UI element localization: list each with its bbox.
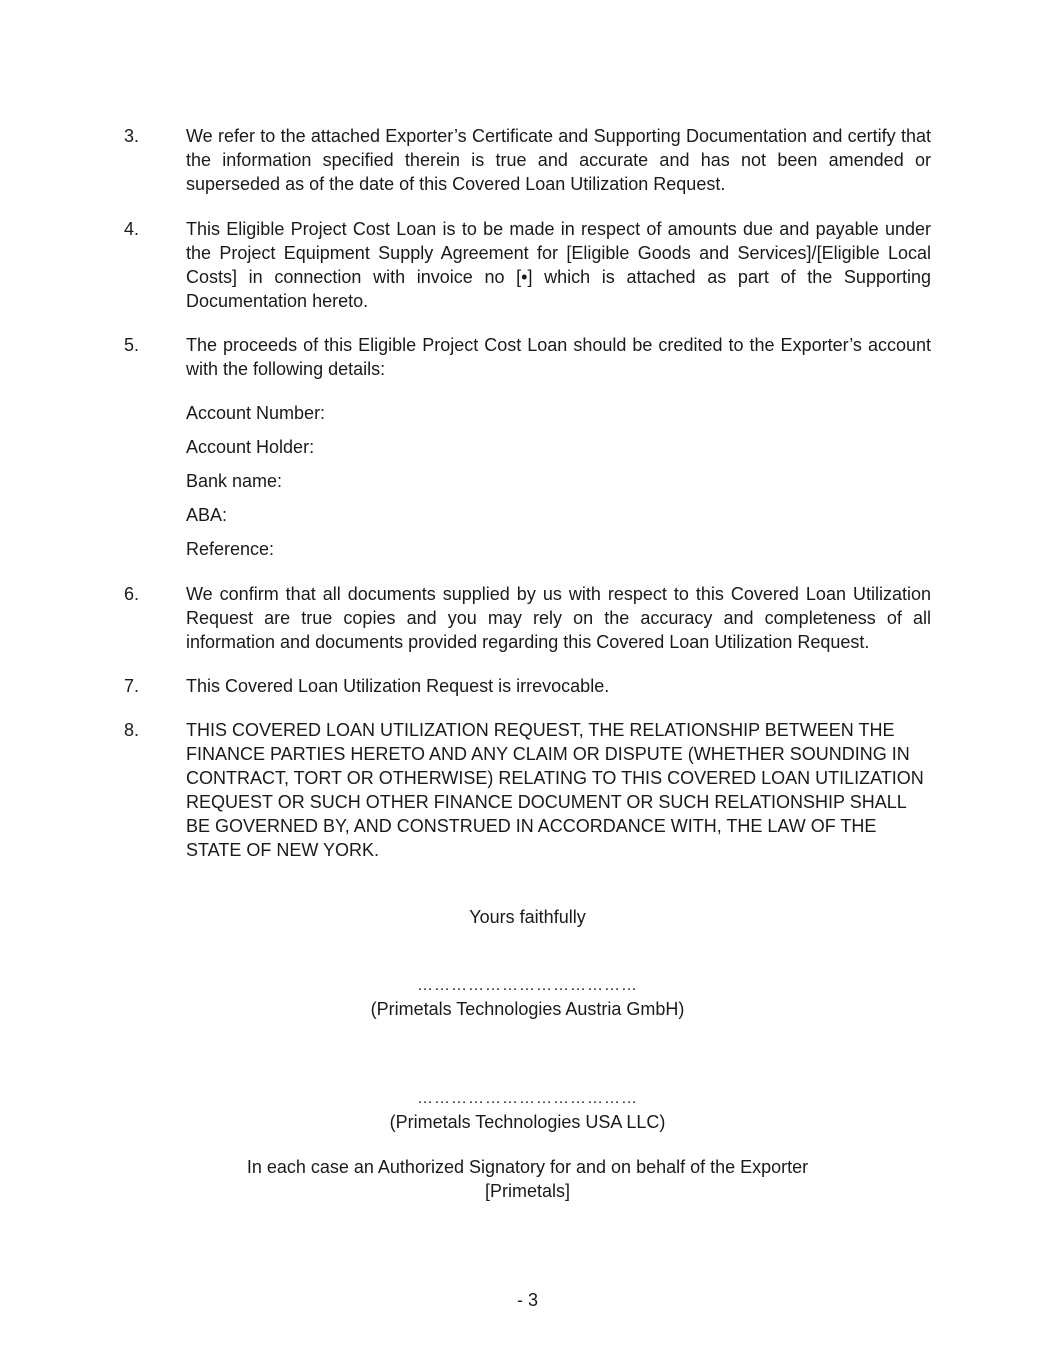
paragraph-number: 5. xyxy=(124,335,140,355)
paragraph-text: THIS COVERED LOAN UTILIZATION REQUEST, THE RELATIONSHIP BETWEEN THE FINANCE PARTIES HERETO AND ANY CLAIM OR DISPUTE (WHETHER SOUNDING IN CONTRACT, TORT OR OTHERWISE) RELATING TO THIS COVERED LOAN UTILIZATION REQUEST OR SUCH OTHER FINANCE DOCUMENT OR SUCH RELATIONSHIP SHALL BE GOVERNED BY, AND CONSTRUED IN ACCORDANCE WITH, THE LAW OF THE STATE OF NEW YORK. xyxy=(186,720,924,860)
account-number-label: Account Number: xyxy=(186,403,326,423)
authority-statement: In each case an Authorized Signatory for and on behalf of the Exporter xyxy=(246,1157,809,1177)
reference-label: Reference: xyxy=(186,539,275,559)
exporter-name: [Primetals] xyxy=(484,1181,571,1201)
paragraph-number: 6. xyxy=(124,584,140,604)
paragraph-number: 8. xyxy=(124,720,140,740)
signature-line-2: ………………………………… xyxy=(417,1090,638,1107)
paragraph-text: We refer to the attached Exporter’s Certificate and Supporting Documentation and certify that the information specified therein is true and accurate and has not been amended or superseded as of the date of this Covered Loan Utilization Request. xyxy=(186,126,931,194)
signatory-austria: (Primetals Technologies Austria GmbH) xyxy=(370,999,685,1019)
paragraph-3 xyxy=(124,124,931,196)
paragraph-number: 3. xyxy=(124,126,140,146)
paragraph-text: We confirm that all documents supplied by us with respect to this Covered Loan Utilization Request are true copies and you may rely on the accuracy and completeness of all information and documents provided regarding this Covered Loan Utilization Request. xyxy=(186,584,931,652)
paragraph-text: This Eligible Project Cost Loan is to be made in respect of amounts due and payable under the Project Equipment Supply Agreement for [Eligible Goods and Services]/[Eligible Local Costs] in connection with invoice no [•] which is attached as part of the Supporting Documentation hereto. xyxy=(186,219,931,311)
paragraph-4 xyxy=(124,217,931,313)
paragraph-text: This Covered Loan Utilization Request is irrevocable. xyxy=(186,676,610,696)
paragraph-8 xyxy=(124,718,924,862)
account-holder-label: Account Holder: xyxy=(186,437,315,457)
paragraph-6 xyxy=(124,582,931,654)
bank-name-label: Bank name: xyxy=(186,471,283,491)
signatory-usa: (Primetals Technologies USA LLC) xyxy=(389,1112,666,1132)
paragraph-number: 7. xyxy=(124,676,140,696)
page-number: - 3 xyxy=(516,1290,538,1310)
paragraph-number: 4. xyxy=(124,219,140,239)
paragraph-7 xyxy=(124,674,931,698)
signature-line-1: ………………………………… xyxy=(417,977,638,994)
paragraph-5 xyxy=(124,333,931,381)
paragraph-text: The proceeds of this Eligible Project Cost Loan should be credited to the Exporter’s account with the following details: xyxy=(186,335,931,379)
aba-label: ABA: xyxy=(186,505,228,525)
salutation: Yours faithfully xyxy=(469,907,586,927)
